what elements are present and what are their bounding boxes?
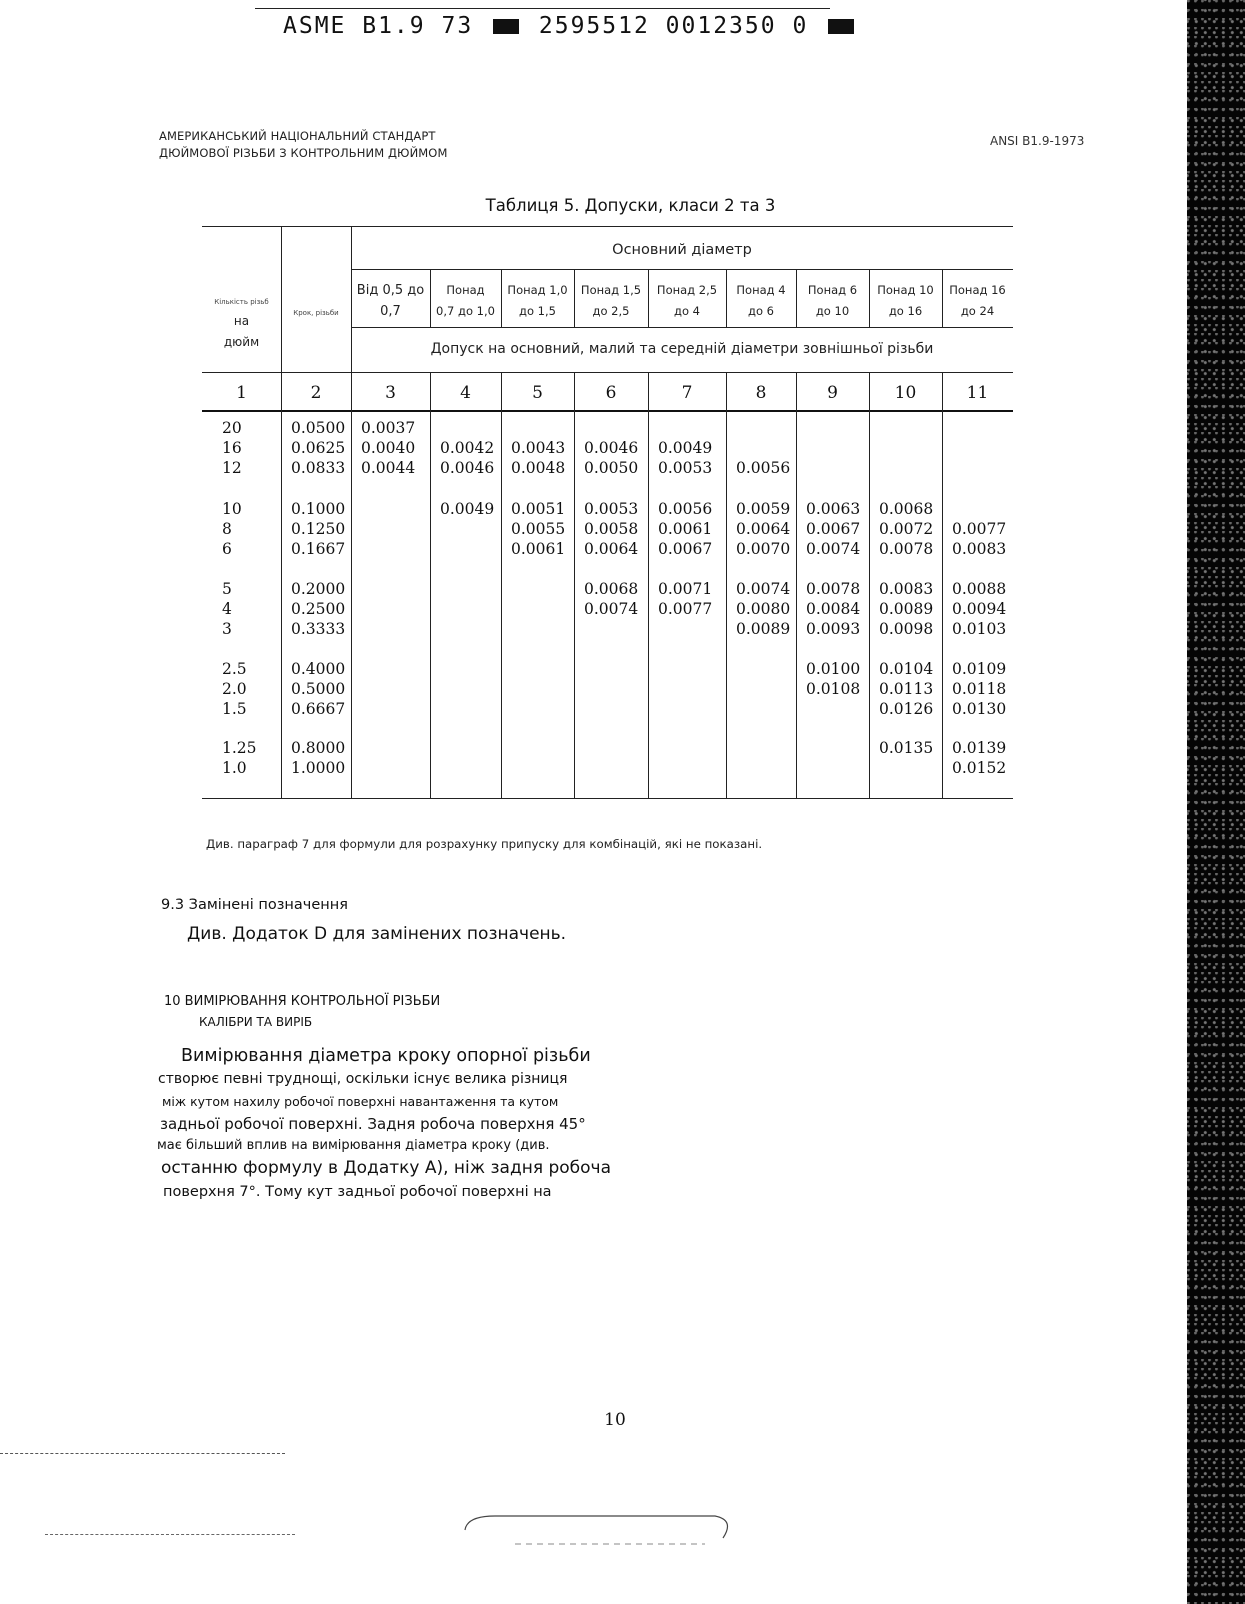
table-cell: 0.0058: [584, 520, 639, 538]
table-cell: 0.2500: [291, 600, 346, 618]
table-cell: 0.0089: [879, 600, 934, 618]
table-col-rule: [648, 372, 649, 798]
group-header: Основний діаметр: [612, 242, 752, 258]
table-cell: 0.0046: [584, 439, 639, 457]
diameter-range-header: до 10: [815, 304, 850, 318]
diameter-range-header: Понад 2,5: [656, 283, 718, 297]
table-cell: 1.0: [222, 759, 247, 777]
table-cell: 0.0833: [291, 459, 346, 477]
scan-edge: [1187, 0, 1245, 1604]
table-cell: 0.0072: [879, 520, 934, 538]
table-rule: [351, 327, 1013, 328]
table-cell: 0.0050: [584, 459, 639, 477]
paragraph-line: Вимірювання діаметра кроку опорної різьби: [181, 1046, 591, 1066]
section-10-heading-line2: КАЛІБРИ ТА ВИРІБ: [199, 1015, 313, 1029]
table-cell: 0.0109: [952, 660, 1007, 678]
table-cell: 0.4000: [291, 660, 346, 678]
table-cell: 0.0108: [806, 680, 861, 698]
diameter-range-header: до 16: [888, 304, 923, 318]
section-10-heading-line1: 10 ВИМІРЮВАННЯ КОНТРОЛЬНОЇ РІЗЬБИ: [164, 994, 441, 1009]
diameter-range-header: 0,7 до 1,0: [436, 304, 495, 318]
table-bottom-rule: [202, 798, 1013, 799]
table-cell: 0.0053: [584, 500, 639, 518]
table-cell: 0.0077: [658, 600, 713, 618]
section-10-heading: [164, 992, 440, 1032]
table-cell: 0.0104: [879, 660, 934, 678]
table-cell: 0.0071: [658, 580, 713, 598]
table-cell: 0.6667: [291, 700, 346, 718]
table-cell: 1.0000: [291, 759, 346, 777]
table-title-text: Таблиця 5. Допуски, класи 2 та 3: [485, 196, 776, 215]
column-number: 7: [681, 383, 693, 403]
table-cell: 0.0056: [658, 500, 713, 518]
diameter-range-header: до 6: [748, 304, 774, 318]
table-top-rule: [202, 226, 1013, 227]
scan-header-code: [283, 13, 858, 39]
table-cell: 0.0067: [806, 520, 861, 538]
table-title: [0, 196, 1245, 215]
paragraph-line: поверхня 7°. Тому кут задньої робочої поверхні на: [163, 1184, 552, 1200]
sub-header: Допуск на основний, малий та середній діаметри зовнішньої різьби: [430, 341, 934, 357]
table-cell: 0.3333: [291, 620, 346, 638]
table-col-rule: [351, 372, 352, 798]
scan-code-part-1: ASME B1.9 73: [283, 13, 474, 39]
diameter-range-header: Від 0,5 до: [356, 283, 425, 298]
table-cell: 0.0046: [440, 459, 495, 477]
table-cell: 0.0083: [952, 540, 1007, 558]
table-cell: 0.0089: [736, 620, 791, 638]
table-cell: 0.0042: [440, 439, 495, 457]
diameter-range-header: Понад 16: [949, 283, 1006, 297]
table-rule: [202, 410, 1013, 412]
table-cell: 0.0078: [806, 580, 861, 598]
section-9-3-text: Див. Додаток D для замінених позначень.: [187, 924, 567, 944]
paragraph-line: створює певні труднощі, оскільки існує велика різниця: [158, 1071, 568, 1087]
table-cell: 0.0077: [952, 520, 1007, 538]
table-cell: 0.0044: [361, 459, 416, 477]
diameter-range-header: 0,7: [380, 304, 401, 319]
table-cell: 0.0061: [658, 520, 713, 538]
scan-block-mark: [828, 19, 854, 34]
table-cell: 0.0074: [584, 600, 639, 618]
table-col-rule: [942, 372, 943, 798]
table-cell: 0.0043: [511, 439, 566, 457]
table-cell: 0.0135: [879, 739, 934, 757]
table-cell: 0.0037: [361, 419, 416, 437]
table-cell: 0.0067: [658, 540, 713, 558]
table-cell: 0.0084: [806, 600, 861, 618]
column-number: 1: [236, 383, 247, 403]
table-cell: 2.0: [222, 680, 247, 698]
table-cell: 0.0118: [952, 680, 1007, 698]
table-cell: 0.0055: [511, 520, 566, 538]
column-number: 2: [310, 383, 322, 403]
column-number: 9: [827, 383, 838, 403]
col1-header-na: на: [233, 314, 250, 328]
diameter-range-header: до 2,5: [592, 304, 630, 318]
column-number: 6: [605, 383, 617, 403]
col1-header-inch: дюйм: [223, 335, 260, 349]
standard-title: [159, 128, 447, 162]
table-rule: [202, 372, 1013, 373]
table-cell: 0.0078: [879, 540, 934, 558]
table-cell: 0.0500: [291, 419, 346, 437]
scan-artifact-line: [45, 1534, 295, 1535]
paragraph-line: задньої робочої поверхні. Задня робоча поверхня 45°: [160, 1115, 586, 1133]
table-cell: 20: [222, 419, 242, 437]
table-cell: 0.0100: [806, 660, 861, 678]
table-col-rule: [430, 372, 431, 798]
diameter-range-header: до 1,5: [519, 304, 556, 318]
table-cell: 0.0152: [952, 759, 1007, 777]
paragraph-line: між кутом нахилу робочої поверхні навантаження та кутом: [162, 1094, 559, 1109]
table-cell: 0.0064: [736, 520, 791, 538]
column-number: 11: [966, 383, 989, 403]
table-cell: 4: [222, 600, 232, 618]
diameter-range-header: Понад 10: [877, 283, 934, 297]
table-cell: 0.1667: [291, 540, 346, 558]
scan-block-mark: [493, 19, 519, 34]
table-cell: 0.0061: [511, 540, 566, 558]
column-number: 10: [894, 383, 917, 403]
table-col-rule: [796, 372, 797, 798]
table-cell: 5: [222, 580, 232, 598]
table-col-rule: [574, 372, 575, 798]
table-cell: 0.0625: [291, 439, 346, 457]
column-number: 3: [385, 383, 396, 403]
table-cell: 0.0130: [952, 700, 1007, 718]
table-cell: 0.0103: [952, 620, 1007, 638]
table-cell: 10: [222, 500, 242, 518]
table-cell: 0.0113: [879, 680, 934, 698]
table-cell: 0.1250: [291, 520, 346, 538]
table-cell: 0.0093: [806, 620, 861, 638]
table-cell: 0.0064: [584, 540, 639, 558]
table-cell: 2.5: [222, 660, 247, 678]
table-cell: 0.0094: [952, 600, 1007, 618]
table-cell: 0.8000: [291, 739, 346, 757]
table-cell: 0.0080: [736, 600, 791, 618]
table-cell: 12: [222, 459, 242, 477]
table-cell: 6: [222, 540, 232, 558]
table-cell: 0.0053: [658, 459, 713, 477]
table-cell: 0.0056: [736, 459, 791, 477]
table-cell: 1.25: [222, 739, 257, 757]
table-cell: 0.0098: [879, 620, 934, 638]
table-col-rule: [869, 372, 870, 798]
table-cell: 0.0048: [511, 459, 566, 477]
scan-artifact-line: [0, 1453, 285, 1454]
table-col-rule: [281, 372, 282, 798]
standard-code: ANSI B1.9-1973: [990, 134, 1085, 148]
diameter-range-header: до 24: [960, 304, 995, 318]
paragraph-line: має більший вплив на вимірювання діаметра кроку (див.: [157, 1138, 550, 1153]
table-cell: 0.0049: [658, 439, 713, 457]
table-cell: 0.0070: [736, 540, 791, 558]
table-cell: 0.0049: [440, 500, 495, 518]
table-cell: 0.0063: [806, 500, 861, 518]
column-number: 5: [532, 383, 543, 403]
diameter-range-header: до 4: [674, 304, 700, 318]
col1-header-small: Кількість різьб: [214, 298, 269, 306]
col2-header: Крок, різьби: [293, 309, 339, 317]
diameter-range-header: Понад: [446, 283, 485, 297]
diameter-range-header: Понад 4: [736, 283, 786, 297]
table-rule: [351, 269, 1013, 270]
scan-code-part-2: 2595512 0012350 0: [538, 13, 809, 39]
table-cell: 1.5: [222, 700, 247, 718]
diameter-range-header: Понад 1,5: [580, 283, 642, 297]
scan-artifact-bracket: [455, 1510, 740, 1550]
table-cell: 0.0068: [584, 580, 639, 598]
table-cell: 0.0074: [806, 540, 861, 558]
scan-top-line: [255, 8, 830, 9]
table-cell: 16: [222, 439, 242, 457]
column-number: 4: [460, 383, 471, 403]
table-cell: 0.0074: [736, 580, 791, 598]
standard-title-line1: АМЕРИКАНСЬКИЙ НАЦІОНАЛЬНИЙ СТАНДАРТ: [159, 129, 436, 143]
table-col-rule: [726, 372, 727, 798]
table-cell: 0.0040: [361, 439, 416, 457]
table-cell: 0.1000: [291, 500, 346, 518]
table-cell: 0.0051: [511, 500, 566, 518]
table-cell: 8: [222, 520, 232, 538]
diameter-range-header: Понад 1,0: [507, 283, 568, 297]
page-number: 10: [604, 1410, 626, 1430]
table-cell: 0.0088: [952, 580, 1007, 598]
table-note: Див. параграф 7 для формули для розрахунку припуску для комбінацій, які не показані.: [206, 837, 763, 851]
table-cell: 0.0059: [736, 500, 791, 518]
table-cell: 0.2000: [291, 580, 346, 598]
table-cell: 0.0139: [952, 739, 1007, 757]
table-col-rule: [501, 372, 502, 798]
table-col-rule: [281, 327, 282, 372]
section-9-3-heading: 9.3 Замінені позначення: [161, 897, 348, 913]
table-cell: 3: [222, 620, 232, 638]
table-cell: 0.5000: [291, 680, 346, 698]
diameter-range-header: Понад 6: [807, 283, 858, 297]
column-number: 8: [755, 383, 767, 403]
paragraph-line: останню формулу в Додатку А), ніж задня робоча: [161, 1158, 611, 1178]
standard-title-line2: ДЮЙМОВОЇ РІЗЬБИ З КОНТРОЛЬНИМ ДЮЙМОМ: [159, 146, 448, 160]
table-cell: 0.0068: [879, 500, 934, 518]
table-cell: 0.0126: [879, 700, 934, 718]
table-cell: 0.0083: [879, 580, 934, 598]
